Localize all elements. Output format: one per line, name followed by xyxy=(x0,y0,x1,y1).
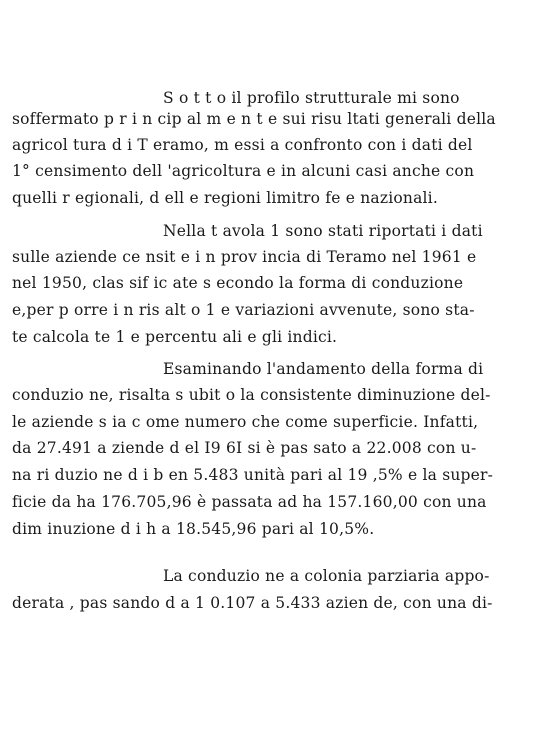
text-line: quelli r egionali, d ell e regioni limitro fe e nazionali. xyxy=(12,189,438,207)
text-line: agricol tura d i T eramo, m essi a confronto con i dati del xyxy=(12,136,473,154)
text-line: derata , pas sando d a 1 0.107 a 5.433 azien de, con una di- xyxy=(12,594,493,612)
text-line: S o t t o il profilo strutturale mi sono xyxy=(163,89,460,107)
text-line: La conduzio ne a colonia parziaria appo- xyxy=(163,567,490,585)
text-line: soffermato p r i n cip al m e n t e sui risu ltati generali della xyxy=(12,110,496,128)
text-line: Nella t avola 1 sono stati riportati i dati xyxy=(163,222,483,240)
text-line: na ri duzio ne d i b en 5.483 unità pari al 19 ,5% e la super- xyxy=(12,466,494,484)
text-line: le aziende s ia c ome numero che come superficie. Infatti, xyxy=(12,413,479,431)
text-line: sulle aziende ce nsit e i n prov incia di Teramo nel 1961 e xyxy=(12,248,477,266)
text-line: e,per p orre i n ris alt o 1 e variazioni avvenute, sono sta- xyxy=(12,301,475,319)
text-line: Esaminando l'andamento della forma di xyxy=(163,360,484,378)
text-line: nel 1950, clas sif ic ate s econdo la forma di conduzione xyxy=(12,274,464,292)
text-line: conduzio ne, risalta s ubit o la consistente diminuzione del- xyxy=(12,386,491,404)
text-line: te calcola te 1 e percentu ali e gli indici. xyxy=(12,328,338,346)
text-line: da 27.491 a ziende d el I9 6I si è pas sato a 22.008 con u- xyxy=(12,439,477,457)
text-line: ficie da ha 176.705,96 è passata ad ha 157.160,00 con una xyxy=(12,493,487,511)
text-line: 1° censimento dell 'agricoltura e in alcuni casi anche con xyxy=(12,162,475,180)
text-line: dim inuzione d i h a 18.545,96 pari al 10,5%. xyxy=(12,520,375,538)
